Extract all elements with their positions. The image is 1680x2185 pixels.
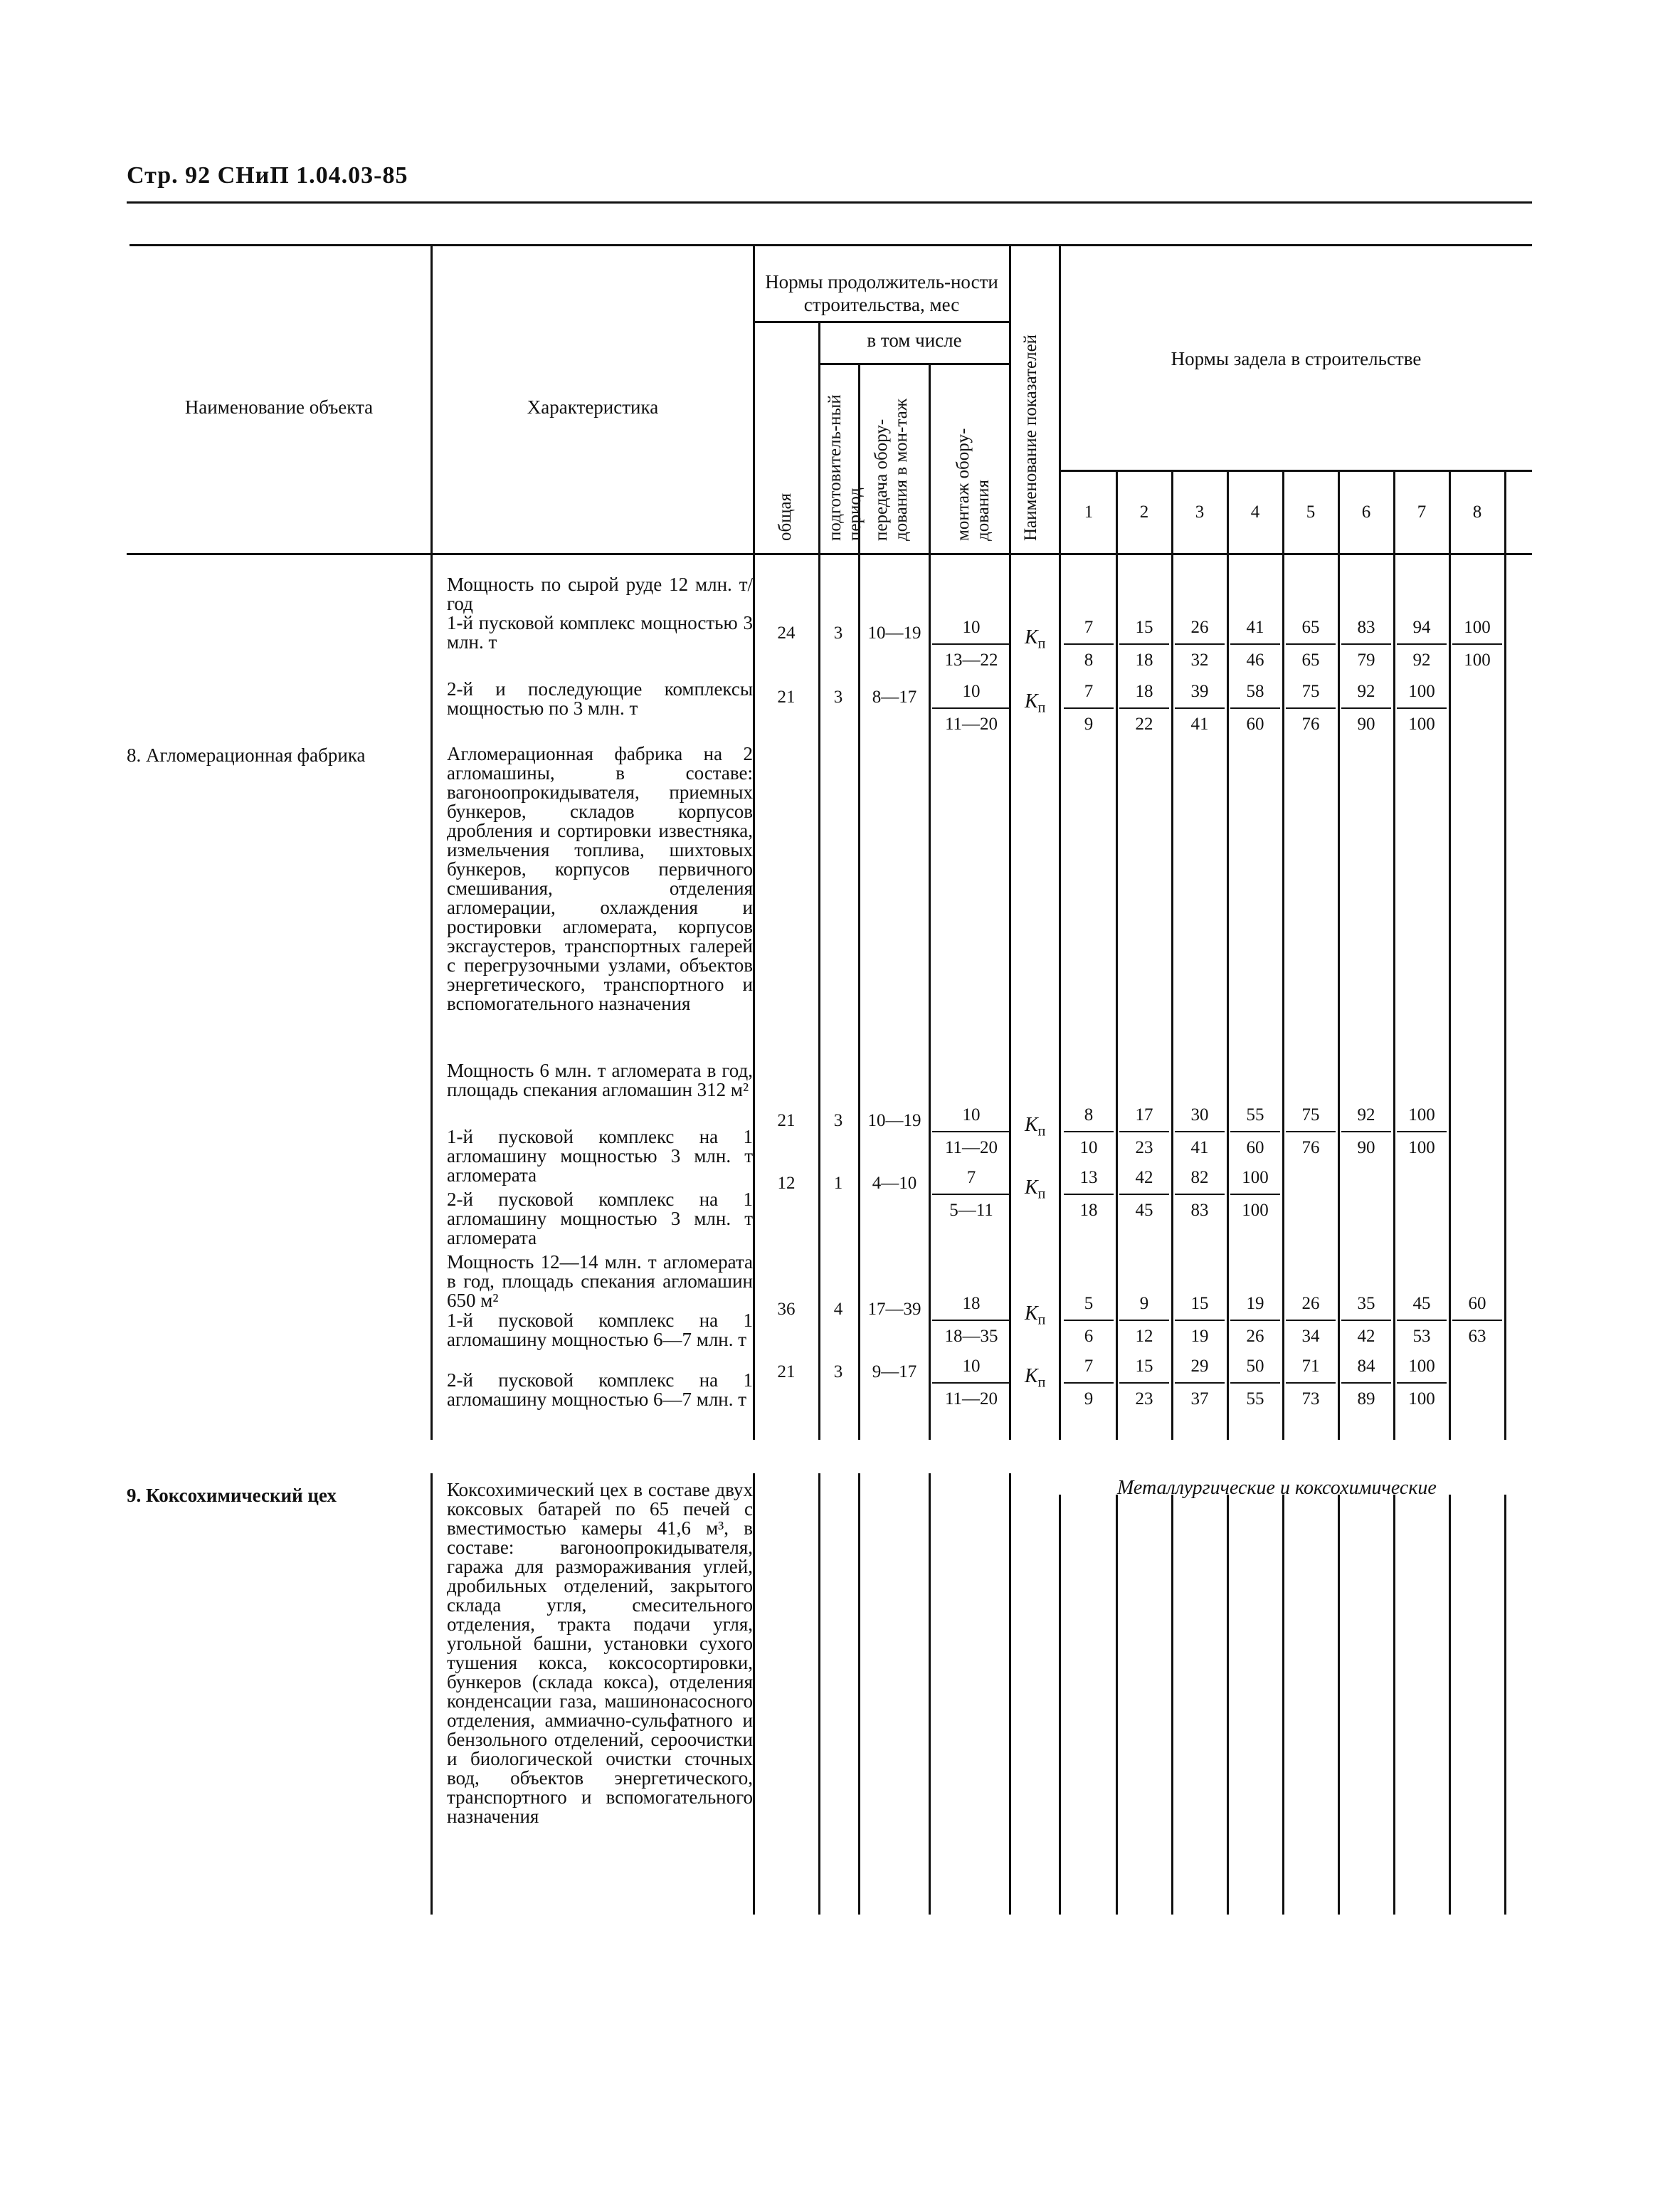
backlog-value (1286, 676, 1336, 740)
backlog-num: 65 (1286, 612, 1336, 645)
backlog-num: 13 (1064, 1162, 1114, 1195)
duration-transfer: 10—19 (867, 623, 921, 643)
backlog-den: 92 (1412, 651, 1431, 670)
col-prep-heading: подготовитель-ный период (825, 394, 865, 541)
backlog-num: 100 (1397, 676, 1447, 709)
backlog-value (1341, 1288, 1391, 1352)
backlog-value (1341, 612, 1391, 676)
backlog-den: 90 (1357, 715, 1375, 734)
section-label: Металлургические и коксохимические (1117, 1477, 1437, 1499)
vline-c2 (1171, 470, 1173, 1440)
char-complex-2: 2-й и последующие комплексы мощностью по 3 млн. т (447, 678, 753, 719)
vline-c5 (1338, 470, 1340, 1440)
backlog-den: 55 (1246, 1389, 1264, 1409)
backlog-den: 63 (1468, 1327, 1486, 1346)
backlog-value (1230, 1100, 1280, 1164)
backlog-num: 82 (1175, 1162, 1225, 1195)
duration-group-rule (754, 321, 1010, 323)
backlog-num: 58 (1230, 676, 1280, 709)
backlog-rule (1060, 470, 1532, 472)
backlog-den: 100 (1408, 1138, 1435, 1157)
vline-char (753, 244, 755, 1440)
col-char-heading: Характеристика (527, 396, 659, 418)
backlog-num: 75 (1286, 676, 1336, 709)
kp-indicator: $К_п$ (1025, 690, 1046, 716)
kp-indicator: $К_п$ (1025, 626, 1046, 652)
duration-mount (932, 1162, 1010, 1226)
duration-transfer: 10—19 (867, 1111, 921, 1130)
backlog-num: 84 (1341, 1351, 1391, 1384)
vline-c6 (1393, 470, 1395, 1440)
backlog-num: 94 (1397, 612, 1447, 645)
backlog-value (1397, 612, 1447, 676)
backlog-den: 37 (1190, 1389, 1209, 1409)
kp-sub: п (1037, 636, 1046, 652)
vline9-c1 (1116, 1495, 1118, 1915)
backlog-value (1341, 1100, 1391, 1164)
kp-sub: п (1037, 1312, 1046, 1328)
backlog-value (1119, 612, 1169, 676)
vline9-c2 (1171, 1495, 1173, 1915)
duration-mount (932, 676, 1010, 740)
incl-rule (820, 363, 1010, 365)
duration-transfer: 8—17 (872, 688, 917, 707)
backlog-value (1397, 1100, 1447, 1164)
col-transfer-heading: передача обору-дования в мон-таж (872, 399, 911, 541)
backlog-den: 89 (1357, 1389, 1375, 1409)
char-capacity-12-14: Мощность 12—14 млн. т агломерата в год, площадь спекания агломашин 650 м² (447, 1251, 753, 1311)
col-num-5: 5 (1306, 502, 1316, 522)
backlog-den: 53 (1412, 1327, 1431, 1346)
backlog-value (1175, 1288, 1225, 1352)
vline-c1 (1116, 470, 1118, 1440)
backlog-value (1119, 1100, 1169, 1164)
col-object-heading: Наименование объекта (184, 396, 374, 418)
backlog-num: 83 (1341, 612, 1391, 645)
mount-range: 11—20 (944, 1138, 998, 1157)
vline9-mount (1009, 1473, 1011, 1915)
char-complex-2c: 2-й пусковой комплекс на 1 агломашину мощностью 6—7 млн. т (447, 1369, 753, 1410)
col-num-7: 7 (1417, 502, 1427, 522)
backlog-den: 83 (1190, 1201, 1209, 1220)
kp-indicator: $К_п$ (1025, 1176, 1046, 1202)
kp-indicator: $К_п$ (1025, 1365, 1046, 1391)
object-9-name: 9. Коксохимический цех (127, 1485, 337, 1506)
backlog-den: 42 (1357, 1327, 1375, 1346)
kp-indicator: $К_п$ (1025, 1302, 1046, 1328)
backlog-den: 41 (1190, 1138, 1209, 1157)
backlog-num: 39 (1175, 676, 1225, 709)
char-complex-1: 1-й пусковой комплекс мощностью 3 млн. т (447, 612, 753, 653)
char-complex-1b: 1-й пусковой комплекс на 1 агломашину мощностью 3 млн. т агломерата (447, 1126, 753, 1186)
backlog-value (1064, 1100, 1114, 1164)
backlog-value (1119, 1162, 1169, 1226)
backlog-value (1230, 1162, 1280, 1226)
backlog-value (1341, 1351, 1391, 1415)
mount-range: 18—35 (944, 1327, 998, 1346)
backlog-den: 22 (1135, 715, 1153, 734)
duration-total: 21 (777, 1362, 796, 1381)
backlog-value (1064, 1351, 1114, 1415)
backlog-value (1286, 612, 1336, 676)
col-num-6: 6 (1361, 502, 1371, 522)
duration-prep: 4 (833, 1300, 843, 1319)
col-num-8: 8 (1472, 502, 1482, 522)
vline9-c4 (1282, 1495, 1284, 1915)
backlog-num: 100 (1452, 612, 1502, 645)
backlog-value (1064, 676, 1114, 740)
backlog-num: 100 (1397, 1100, 1447, 1132)
backlog-num: 92 (1341, 1100, 1391, 1132)
vline9-c8 (1504, 1495, 1506, 1915)
backlog-den: 76 (1301, 715, 1320, 734)
backlog-num: 29 (1175, 1351, 1225, 1384)
vline-mount (1009, 244, 1011, 1440)
header-rule (127, 201, 1532, 204)
mount-range: 11—20 (944, 715, 998, 734)
page-header: Стр. 92 СНиП 1.04.03-85 (127, 162, 408, 189)
backlog-num: 7 (1064, 1351, 1114, 1384)
vline9-c3 (1227, 1495, 1229, 1915)
vline9-prep (858, 1473, 860, 1915)
col-num-2: 2 (1139, 502, 1149, 522)
duration-group-heading: Нормы продолжитель-ности строительства, мес (765, 271, 998, 315)
backlog-num: 92 (1341, 676, 1391, 709)
duration-prep: 3 (833, 623, 843, 643)
backlog-value (1452, 1288, 1502, 1352)
backlog-num: 55 (1230, 1100, 1280, 1132)
kp-sub: п (1037, 700, 1046, 716)
backlog-den: 9 (1084, 1389, 1094, 1409)
duration-total: 21 (777, 688, 796, 707)
backlog-den: 45 (1135, 1201, 1153, 1220)
backlog-den: 26 (1246, 1327, 1264, 1346)
vline9-ind (1059, 1495, 1061, 1915)
vline9-obj (430, 1473, 433, 1915)
vline-c3 (1227, 470, 1229, 1440)
duration-prep: 3 (833, 688, 843, 707)
backlog-den: 73 (1301, 1389, 1320, 1409)
backlog-value (1119, 1288, 1169, 1352)
duration-transfer: 17—39 (867, 1300, 921, 1319)
backlog-num: 26 (1175, 612, 1225, 645)
duration-total: 24 (777, 623, 796, 643)
duration-prep: 3 (833, 1111, 843, 1130)
vline-ind (1059, 244, 1061, 1440)
mount-value: 7 (932, 1162, 1010, 1195)
backlog-value (1397, 676, 1447, 740)
backlog-num: 26 (1286, 1288, 1336, 1321)
vline9-transfer (929, 1473, 931, 1915)
duration-prep: 1 (833, 1174, 843, 1193)
duration-transfer: 4—10 (872, 1174, 917, 1193)
vline9-total (818, 1473, 820, 1915)
vline-c7 (1449, 470, 1451, 1440)
backlog-value (1064, 1162, 1114, 1226)
backlog-num: 7 (1064, 676, 1114, 709)
duration-prep: 3 (833, 1362, 843, 1381)
backlog-value (1286, 1100, 1336, 1164)
backlog-den: 60 (1246, 715, 1264, 734)
backlog-den: 8 (1084, 651, 1094, 670)
object-8-name: 8. Агломерационная фабрика (127, 744, 366, 766)
duration-mount (932, 612, 1010, 676)
backlog-den: 18 (1079, 1201, 1098, 1220)
mount-range: 13—22 (944, 651, 998, 670)
mount-value: 10 (932, 676, 1010, 709)
backlog-value (1119, 1351, 1169, 1415)
backlog-value (1064, 612, 1114, 676)
backlog-num: 50 (1230, 1351, 1280, 1384)
backlog-num: 75 (1286, 1100, 1336, 1132)
backlog-num: 30 (1175, 1100, 1225, 1132)
backlog-num: 71 (1286, 1351, 1336, 1384)
vline-total (818, 321, 820, 1440)
backlog-num: 15 (1119, 1351, 1169, 1384)
mount-value: 10 (932, 1100, 1010, 1132)
backlog-den: 6 (1084, 1327, 1094, 1346)
backlog-value (1175, 1162, 1225, 1226)
backlog-den: 46 (1246, 651, 1264, 670)
char-coke-plant: Коксохимический цех в составе двух коксовых батарей по 65 печей с вместимостью камеры 41,6 м³, в составе: вагоноопрокидывателя, гаража для размораживания углей, дробильных отделений, закрытого склада угля, смесительного отделения, тракта подачи угля, угольной башни, установки сухого тушения кокса, коксосортировки, бункеров (склада кокса), отделения конденсации газа, машинонасосного отделения, аммиачно-сульфатного и бензольного отделений, сероочистки и биологической очистки сточных вод, объектов энергетического, транспортного и вспомогательного назначения (447, 1479, 753, 1827)
backlog-value (1230, 612, 1280, 676)
backlog-num: 7 (1064, 612, 1114, 645)
backlog-den: 100 (1464, 651, 1491, 670)
backlog-value (1119, 676, 1169, 740)
char-capacity-6: Мощность 6 млн. т агломерата в год, площадь спекания агломашин 312 м² (447, 1060, 753, 1100)
table-top-rule (130, 244, 1532, 246)
backlog-den: 100 (1408, 1389, 1435, 1409)
duration-transfer: 9—17 (872, 1362, 917, 1381)
backlog-value (1286, 1288, 1336, 1352)
vline9-c6 (1393, 1495, 1395, 1915)
char-complex-2b: 2-й пусковой комплекс на 1 агломашину мощностью 3 млн. т агломерата (447, 1189, 753, 1248)
backlog-value (1230, 676, 1280, 740)
backlog-den: 19 (1190, 1327, 1209, 1346)
mount-range: 11—20 (944, 1389, 998, 1409)
char-capacity-12: Мощность по сырой руде 12 млн. т/год (447, 574, 753, 614)
table-head-bottom-rule (127, 553, 1532, 555)
backlog-num: 42 (1119, 1162, 1169, 1195)
vline-c8 (1504, 470, 1506, 1440)
backlog-num: 60 (1452, 1288, 1502, 1321)
backlog-num: 8 (1064, 1100, 1114, 1132)
mount-value: 10 (932, 612, 1010, 645)
backlog-num: 5 (1064, 1288, 1114, 1321)
duration-mount (932, 1100, 1010, 1164)
backlog-num: 17 (1119, 1100, 1169, 1132)
duration-total: 12 (777, 1174, 796, 1193)
vline-obj (430, 244, 433, 1440)
char-complex-1c: 1-й пусковой комплекс на 1 агломашину мощностью 6—7 млн. т (447, 1310, 753, 1350)
backlog-den: 65 (1301, 651, 1320, 670)
backlog-den: 90 (1357, 1138, 1375, 1157)
char-agglo-plant: Агломерационная фабрика на 2 агломашины, в составе: вагоноопрокидывателя, приемных бункеров, складов корпусов дробления и сортировки известняка, измельчения топлива, шихтовых бункеров, корпусов первичного смешивания, отделения агломерации, охлаждения и ростировки агломерата, корпусов эксгаустеров, транспортных галерей с перегрузочными узлами, объектов энергетического, транспортного и вспомогательного назначения (447, 743, 753, 1014)
backlog-num: 41 (1230, 612, 1280, 645)
backlog-value (1230, 1288, 1280, 1352)
incl-heading: в том числе (867, 330, 962, 351)
col-mount-heading: монтаж обору-дования (953, 428, 993, 541)
backlog-value (1175, 1100, 1225, 1164)
col-num-3: 3 (1195, 502, 1205, 522)
col-num-1: 1 (1084, 502, 1094, 522)
col-indicator-heading: Наименование показателей (1021, 334, 1040, 541)
kp-sub: п (1037, 1374, 1046, 1391)
backlog-den: 12 (1135, 1327, 1153, 1346)
backlog-den: 9 (1084, 715, 1094, 734)
backlog-den: 41 (1190, 715, 1209, 734)
backlog-den: 60 (1246, 1138, 1264, 1157)
backlog-num: 18 (1119, 676, 1169, 709)
mount-value: 10 (932, 1351, 1010, 1384)
backlog-value (1064, 1288, 1114, 1352)
vline9-c5 (1338, 1495, 1340, 1915)
backlog-num: 15 (1119, 612, 1169, 645)
backlog-den: 76 (1301, 1138, 1320, 1157)
backlog-den: 18 (1135, 651, 1153, 670)
kp-sub: п (1037, 1123, 1046, 1139)
backlog-num: 100 (1397, 1351, 1447, 1384)
backlog-den: 100 (1408, 715, 1435, 734)
col-num-4: 4 (1250, 502, 1260, 522)
backlog-num: 100 (1230, 1162, 1280, 1195)
vline-c4 (1282, 470, 1284, 1440)
mount-value: 18 (932, 1288, 1010, 1321)
col-total-heading: общая (776, 493, 795, 541)
backlog-value (1175, 676, 1225, 740)
backlog-num: 45 (1397, 1288, 1447, 1321)
backlog-den: 23 (1135, 1138, 1153, 1157)
duration-total: 36 (777, 1300, 796, 1319)
backlog-value (1286, 1351, 1336, 1415)
mount-range: 5—11 (949, 1201, 993, 1220)
duration-total: 21 (777, 1111, 796, 1130)
backlog-den: 10 (1079, 1138, 1098, 1157)
backlog-value (1230, 1351, 1280, 1415)
vline-transfer (929, 363, 931, 1440)
kp-indicator: $К_п$ (1025, 1114, 1046, 1139)
backlog-num: 15 (1175, 1288, 1225, 1321)
backlog-den: 100 (1242, 1201, 1269, 1220)
backlog-num: 9 (1119, 1288, 1169, 1321)
backlog-num: 35 (1341, 1288, 1391, 1321)
duration-mount (932, 1351, 1010, 1415)
kp-sub: п (1037, 1186, 1046, 1202)
backlog-den: 34 (1301, 1327, 1320, 1346)
backlog-value (1175, 1351, 1225, 1415)
backlog-den: 32 (1190, 651, 1209, 670)
duration-mount (932, 1288, 1010, 1352)
backlog-den: 23 (1135, 1389, 1153, 1409)
backlog-den: 79 (1357, 651, 1375, 670)
backlog-value (1452, 612, 1502, 676)
backlog-value (1397, 1288, 1447, 1352)
vline9-char (753, 1473, 755, 1915)
backlog-value (1175, 612, 1225, 676)
vline9-c7 (1449, 1495, 1451, 1915)
backlog-num: 19 (1230, 1288, 1280, 1321)
backlog-value (1341, 676, 1391, 740)
backlog-heading: Нормы задела в строительстве (1171, 348, 1422, 369)
backlog-value (1397, 1351, 1447, 1415)
